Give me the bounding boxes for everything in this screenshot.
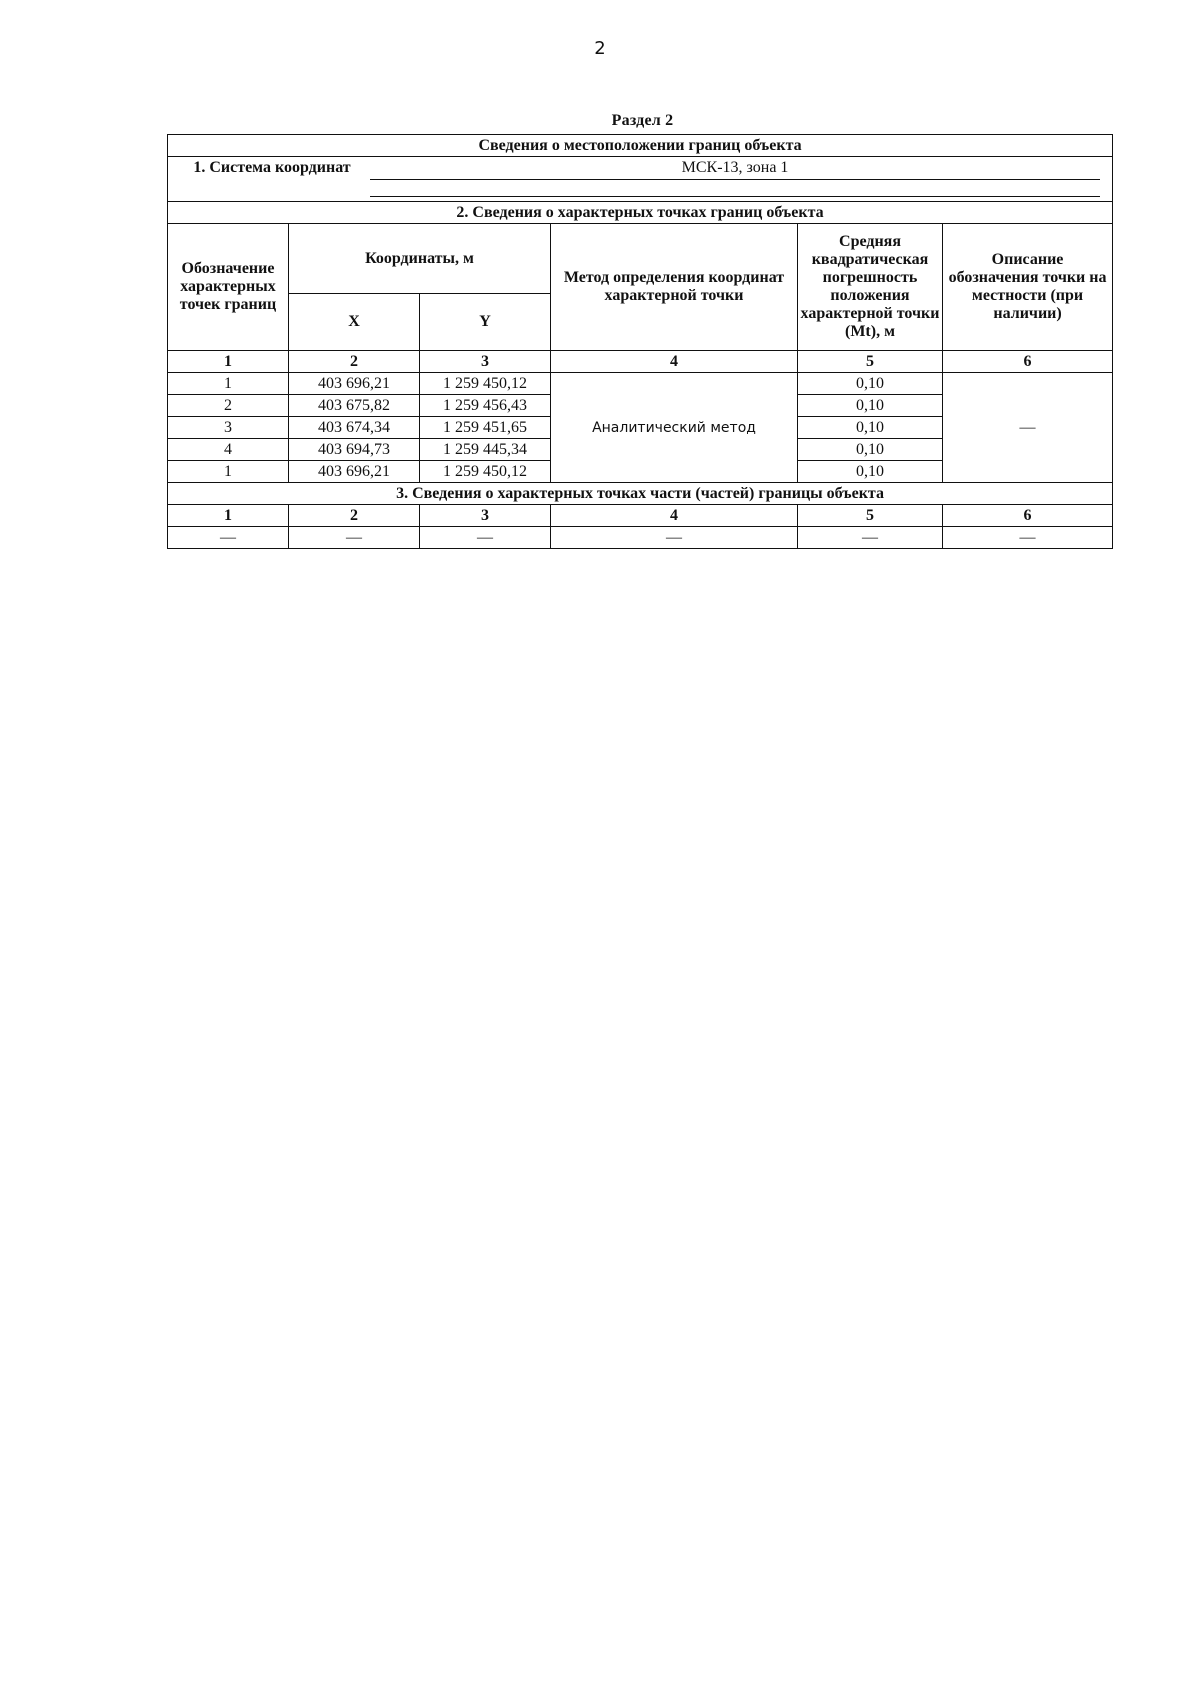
column-numbers-row: [168, 351, 1113, 373]
column-number: 6: [943, 351, 1113, 373]
y-cell: 1 259 450,12: [420, 461, 551, 483]
header-point-designation: Обозначение характерных точек границ: [168, 224, 289, 351]
coordinate-system-row: [168, 157, 1113, 202]
header-description: Описание обозначения точки на местности (при наличии): [943, 224, 1113, 351]
boundary-table: [167, 134, 1113, 549]
x-cell: 403 674,34: [289, 417, 420, 439]
x-cell: 403 696,21: [289, 373, 420, 395]
method-cell: Аналитический метод: [551, 373, 798, 483]
column-number: 3: [420, 505, 551, 527]
y-cell: 1 259 445,34: [420, 439, 551, 461]
section-title: Раздел 2: [611, 112, 674, 129]
point-cell: 1: [168, 373, 289, 395]
table-heading: Сведения о местоположении границ объекта: [168, 135, 1113, 157]
part3-heading: 3. Сведения о характерных точках части (частей) границы объекта: [168, 483, 1113, 505]
mt-cell: 0,10: [798, 439, 943, 461]
empty-cell: —: [551, 527, 798, 549]
x-cell: 403 694,73: [289, 439, 420, 461]
page-number: 2: [594, 38, 606, 59]
header-accuracy: Средняя квадратическая погрешность положения характерной точки (Mt), м: [798, 224, 943, 351]
header-row-1: [168, 224, 1113, 294]
y-cell: 1 259 450,12: [420, 373, 551, 395]
y-cell: 1 259 451,65: [420, 417, 551, 439]
mt-cell: 0,10: [798, 395, 943, 417]
mt-cell: 0,10: [798, 417, 943, 439]
column-number: 6: [943, 505, 1113, 527]
mt-cell: 0,10: [798, 373, 943, 395]
point-cell: 3: [168, 417, 289, 439]
part3-column-numbers-row: [168, 505, 1113, 527]
column-number: 4: [551, 351, 798, 373]
part2-heading: 2. Сведения о характерных точках границ объекта: [168, 202, 1113, 224]
empty-cell: —: [420, 527, 551, 549]
coordinate-system-value: МСК-13, зона 1: [370, 157, 1100, 180]
part2-heading-row: [168, 202, 1113, 224]
column-number: 2: [289, 351, 420, 373]
table-row: [168, 373, 1113, 395]
point-cell: 4: [168, 439, 289, 461]
table-heading-row: [168, 135, 1113, 157]
coordinate-system-line: [170, 157, 1110, 201]
column-number: 2: [289, 505, 420, 527]
part3-heading-row: [168, 483, 1113, 505]
y-cell: 1 259 456,43: [420, 395, 551, 417]
empty-cell: —: [943, 527, 1113, 549]
column-number: 1: [168, 505, 289, 527]
header-method: Метод определения координат характерной точки: [551, 224, 798, 351]
header-x: X: [289, 294, 420, 351]
column-number: 3: [420, 351, 551, 373]
column-number: 4: [551, 505, 798, 527]
part3-table-row: [168, 527, 1113, 549]
x-cell: 403 696,21: [289, 461, 420, 483]
empty-cell: —: [798, 527, 943, 549]
column-number: 5: [798, 351, 943, 373]
description-cell: —: [943, 373, 1113, 483]
empty-cell: —: [289, 527, 420, 549]
x-cell: 403 675,82: [289, 395, 420, 417]
coordinate-system-label: 1. Система координат: [193, 159, 351, 176]
point-cell: 2: [168, 395, 289, 417]
mt-cell: 0,10: [798, 461, 943, 483]
column-number: 1: [168, 351, 289, 373]
point-cell: 1: [168, 461, 289, 483]
coordinate-system-cell: [168, 157, 1113, 202]
column-number: 5: [798, 505, 943, 527]
header-coordinates: Координаты, м: [289, 224, 551, 294]
header-y: Y: [420, 294, 551, 351]
empty-cell: —: [168, 527, 289, 549]
